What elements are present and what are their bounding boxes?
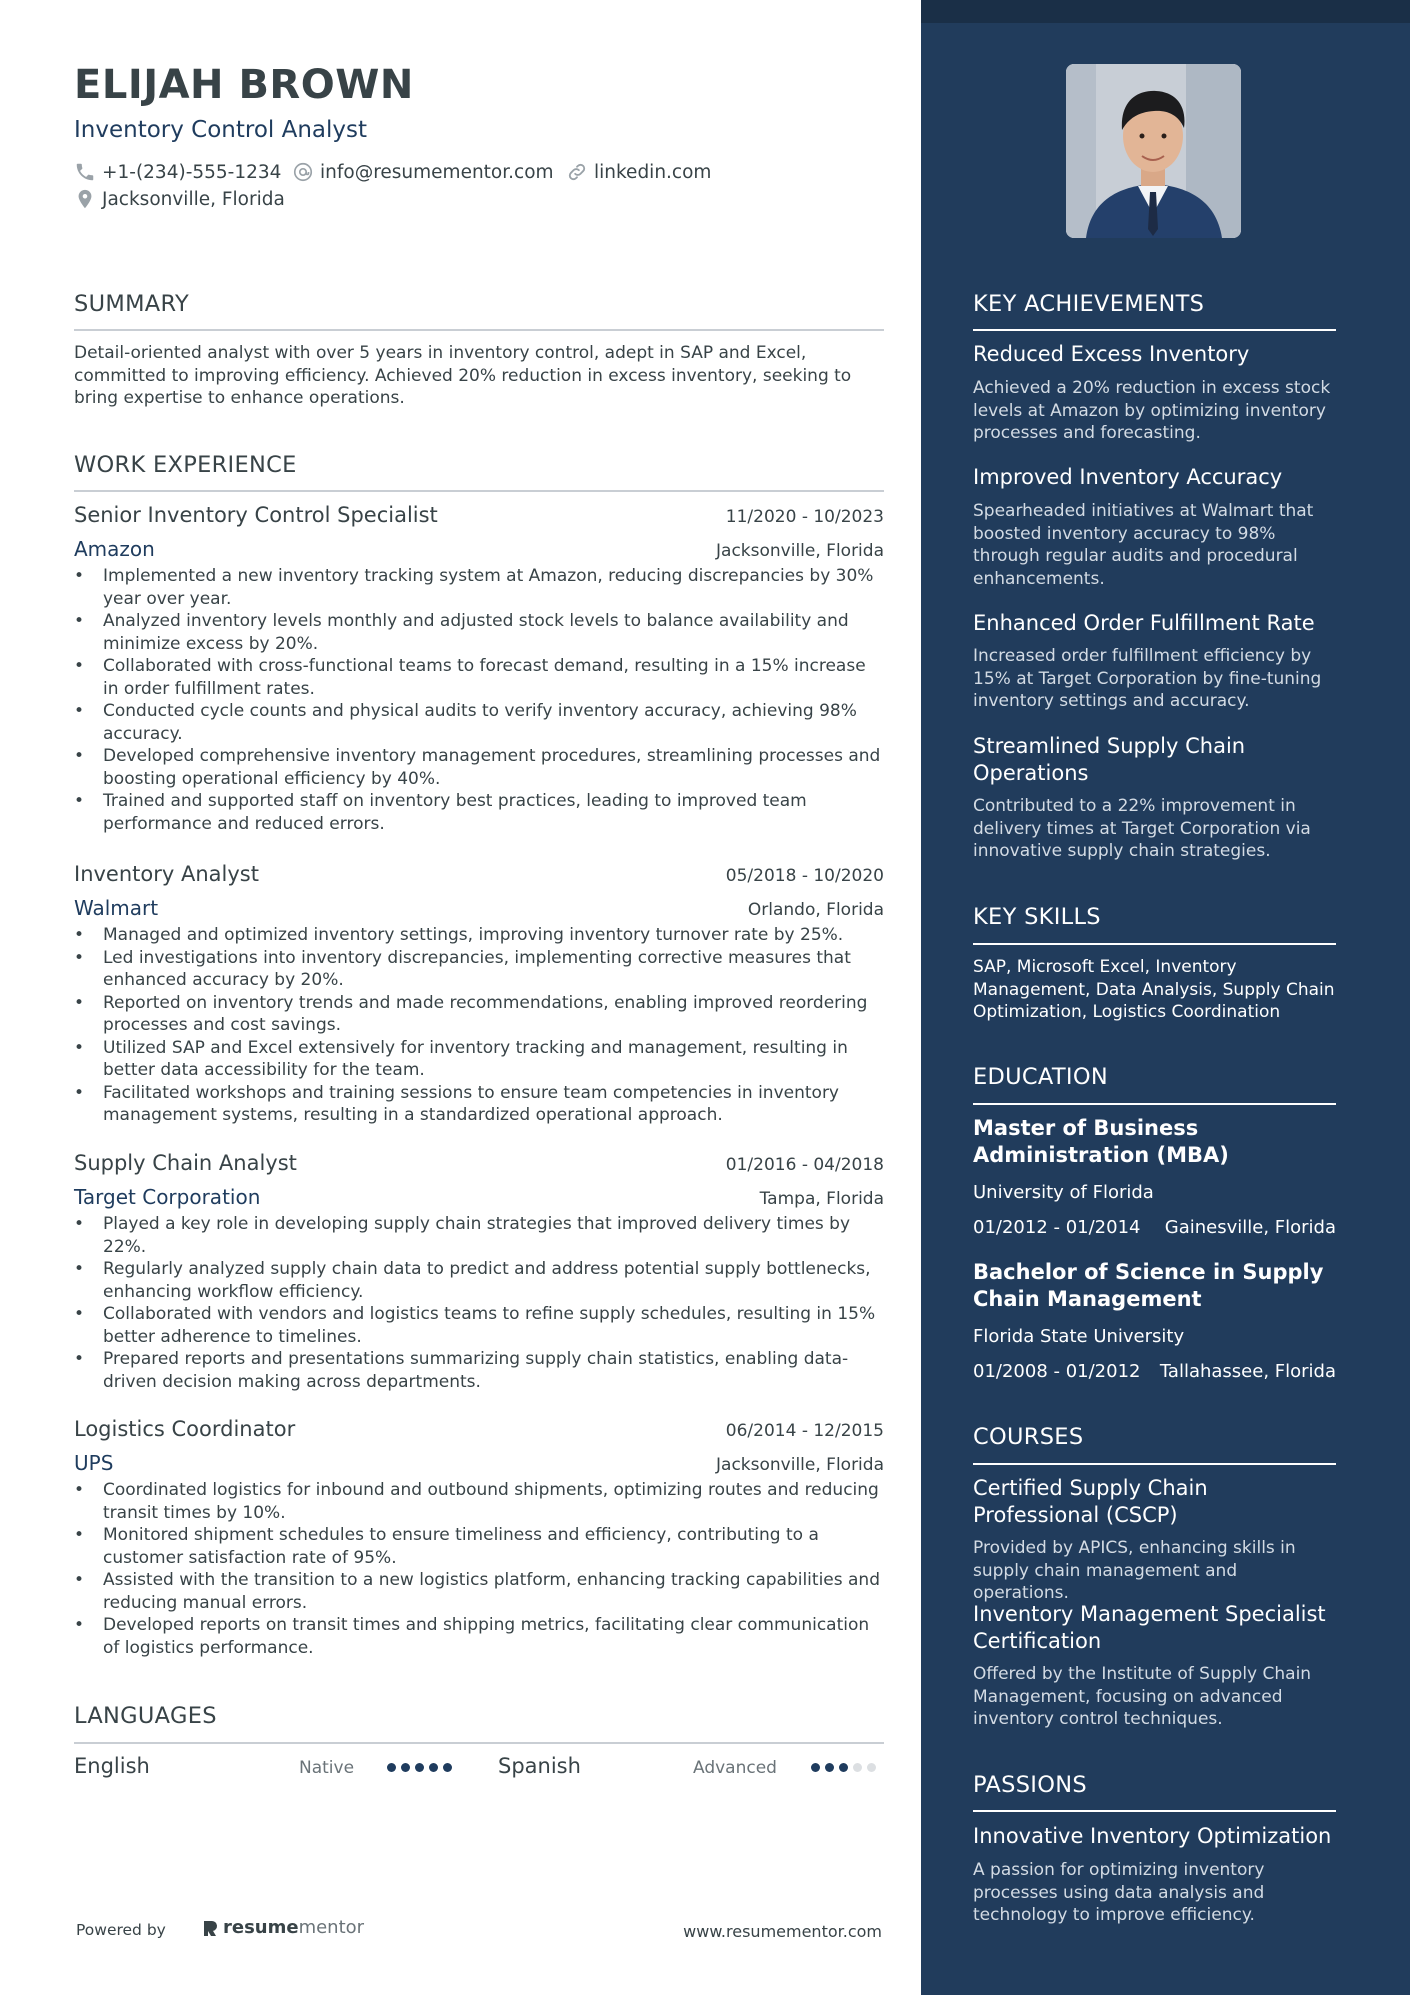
languages-heading: LANGUAGES xyxy=(74,1703,217,1729)
course-text: Offered by the Institute of Supply Chain Management, focusing on advanced inventory control techniques. xyxy=(973,1664,1312,1729)
education-dates: 01/2012 - 01/2014 xyxy=(973,1217,1141,1238)
link-icon xyxy=(566,161,588,183)
contact-email[interactable] xyxy=(292,161,554,183)
profile-photo-image xyxy=(1066,64,1241,238)
contact-location xyxy=(74,188,285,210)
rating-dot-filled xyxy=(429,1763,438,1772)
achievement-text: Increased order fulfillment efficiency by 15% at Target Corporation by fine-tuning inventory settings and accuracy. xyxy=(973,646,1322,711)
skills-heading: KEY SKILLS xyxy=(973,904,1101,930)
passions-heading: PASSIONS xyxy=(973,1772,1087,1798)
rating-dot-filled xyxy=(443,1763,452,1772)
job-dates: 01/2016 - 04/2018 xyxy=(725,1155,884,1175)
achievements-heading: KEY ACHIEVEMENTS xyxy=(973,291,1205,317)
bullet-item: • Coordinated logistics for inbound and outbound shipments, optimizing routes and reducing transit times by 10%. xyxy=(74,1479,884,1524)
job-bullets xyxy=(74,924,884,1127)
contact-phone[interactable] xyxy=(74,161,281,183)
bullet-item: • Played a key role in developing supply chain strategies that improved delivery times by 22%. xyxy=(74,1213,884,1258)
email-text: info@resumementor.com xyxy=(320,161,554,183)
contact-linkedin[interactable] xyxy=(566,161,711,183)
achievement-title: Streamlined Supply Chain Operations xyxy=(973,734,1246,785)
rating-dot-filled xyxy=(811,1763,820,1772)
powered-by-label: Powered by xyxy=(76,1921,166,1939)
bullet-item: • Trained and supported staff on inventory best practices, leading to improved team performance and reduced errors. xyxy=(74,790,884,835)
job-dates: 11/2020 - 10/2023 xyxy=(725,507,884,527)
job-entry xyxy=(74,1417,884,1659)
bullet-item: • Conducted cycle counts and physical audits to verify inventory accuracy, achieving 98% accuracy. xyxy=(74,700,884,745)
bullet-item: • Analyzed inventory levels monthly and adjusted stock levels to balance availability and minimize excess by 20%. xyxy=(74,610,884,655)
phone-text: +1-(234)-555-1234 xyxy=(102,161,282,183)
rating-dot-filled xyxy=(387,1763,396,1772)
job-bullets xyxy=(74,565,884,835)
education-heading: EDUCATION xyxy=(973,1064,1108,1090)
bullet-item: • Prepared reports and presentations summarizing supply chain statistics, enabling data-driven decision making across departments. xyxy=(74,1348,884,1393)
brand-light: mentor xyxy=(298,1917,365,1938)
job-entry xyxy=(74,862,884,1127)
passions-divider xyxy=(973,1810,1336,1812)
location-text: Jacksonville, Florida xyxy=(102,188,285,210)
education-meta-line xyxy=(973,1361,1336,1382)
passion-text: A passion for optimizing inventory processes using data analysis and technology to improve efficiency. xyxy=(973,1860,1265,1925)
language-name: Spanish xyxy=(498,1754,581,1778)
job-company: Amazon xyxy=(74,537,155,561)
job-location: Jacksonville, Florida xyxy=(716,1455,884,1475)
job-location: Tampa, Florida xyxy=(759,1189,884,1209)
job-dates: 06/2014 - 12/2015 xyxy=(725,1421,884,1441)
job-location: Jacksonville, Florida xyxy=(716,541,884,561)
achievement-text: Contributed to a 22% improvement in delivery times at Target Corporation via innovative supply chain strategies. xyxy=(973,796,1311,861)
resumementor-logo-icon xyxy=(200,1918,220,1938)
footer xyxy=(76,1917,882,1947)
course-title: Certified Supply Chain Professional (CSCP) xyxy=(973,1476,1208,1527)
language-name: English xyxy=(74,1754,150,1778)
education-school-line xyxy=(973,1182,1336,1203)
bullet-item: • Implemented a new inventory tracking system at Amazon, reducing discrepancies by 30% year over year. xyxy=(74,565,884,610)
language-rating xyxy=(811,1763,881,1772)
languages-divider xyxy=(74,1742,884,1744)
education-degree: Bachelor of Science in Supply Chain Management xyxy=(973,1260,1324,1311)
education-degree: Master of Business Administration (MBA) xyxy=(973,1116,1229,1167)
education-school-line xyxy=(973,1326,1336,1347)
bullet-item: • Developed comprehensive inventory management procedures, streamlining processes and boosting operational efficiency by 40%. xyxy=(74,745,884,790)
rating-dot-filled xyxy=(401,1763,410,1772)
brand-bold: resume xyxy=(223,1917,299,1938)
achievement-title: Reduced Excess Inventory xyxy=(973,342,1250,366)
job-dates: 05/2018 - 10/2020 xyxy=(725,866,884,886)
bullet-item: • Managed and optimized inventory settings, improving inventory turnover rate by 25%. xyxy=(74,924,884,947)
education-school: University of Florida xyxy=(973,1182,1154,1203)
bullet-item: • Assisted with the transition to a new logistics platform, enhancing tracking capabilities and reducing manual errors. xyxy=(74,1569,884,1614)
education-divider xyxy=(973,1103,1336,1105)
summary-text: Detail-oriented analyst with over 5 years in inventory control, adept in SAP and Excel, committed to improving efficiency. Achieved 20% reduction in excess inventory, seeking to bring expertise to enhance operations. xyxy=(74,343,852,408)
summary-divider xyxy=(74,329,884,331)
rating-dot-empty xyxy=(867,1763,876,1772)
sidebar xyxy=(921,0,1410,1995)
achievement-title: Improved Inventory Accuracy xyxy=(973,465,1283,489)
job-company: Target Corporation xyxy=(74,1185,261,1209)
job-entry xyxy=(74,1151,884,1393)
language-level: Advanced xyxy=(693,1758,777,1778)
education-school: Florida State University xyxy=(973,1326,1185,1347)
language-rating xyxy=(387,1763,457,1772)
passion-title: Innovative Inventory Optimization xyxy=(973,1824,1332,1848)
course-text: Provided by APICS, enhancing skills in supply chain management and operations. xyxy=(973,1538,1296,1603)
at-icon xyxy=(292,161,314,183)
education-location: Tallahassee, Florida xyxy=(1159,1361,1336,1382)
bullet-item: • Reported on inventory trends and made recommendations, enabling improved reordering processes and cost savings. xyxy=(74,992,884,1037)
profile-photo xyxy=(1066,64,1241,238)
bullet-item: • Utilized SAP and Excel extensively for inventory tracking and management, resulting in better data accessibility for the team. xyxy=(74,1037,884,1082)
job-bullets xyxy=(74,1479,884,1659)
job-title: Logistics Coordinator xyxy=(74,1417,296,1441)
experience-heading: WORK EXPERIENCE xyxy=(74,452,297,478)
rating-dot-filled xyxy=(825,1763,834,1772)
bullet-item: • Collaborated with cross-functional teams to forecast demand, resulting in a 15% increase in order fulfillment rates. xyxy=(74,655,884,700)
job-entry xyxy=(74,503,884,835)
job-company: Walmart xyxy=(74,896,159,920)
rating-dot-filled xyxy=(415,1763,424,1772)
summary-heading: SUMMARY xyxy=(74,291,190,317)
linkedin-text: linkedin.com xyxy=(594,161,712,183)
rating-dot-empty xyxy=(853,1763,862,1772)
sidebar-top-band xyxy=(921,0,1410,23)
resumementor-logo[interactable] xyxy=(200,1917,364,1938)
bullet-item: • Led investigations into inventory discrepancies, implementing corrective measures that enhanced accuracy by 20%. xyxy=(74,947,884,992)
courses-divider xyxy=(973,1463,1336,1465)
skills-text: SAP, Microsoft Excel, Inventory Management, Data Analysis, Supply Chain Optimization, Logistics Coordination xyxy=(973,957,1335,1022)
skills-divider xyxy=(973,943,1336,945)
job-location: Orlando, Florida xyxy=(747,900,884,920)
courses-heading: COURSES xyxy=(973,1424,1084,1450)
candidate-role: Inventory Control Analyst xyxy=(74,117,368,143)
bullet-item: • Developed reports on transit times and shipping metrics, facilitating clear communication of logistics performance. xyxy=(74,1614,884,1659)
experience-divider xyxy=(74,490,884,492)
education-dates: 01/2008 - 01/2012 xyxy=(973,1361,1141,1382)
website-link[interactable]: www.resumementor.com xyxy=(683,1922,882,1941)
job-company: UPS xyxy=(74,1451,114,1475)
job-title: Supply Chain Analyst xyxy=(74,1151,297,1175)
language-level: Native xyxy=(299,1758,355,1778)
achievement-text: Achieved a 20% reduction in excess stock levels at Amazon by optimizing inventory processes and forecasting. xyxy=(973,378,1331,443)
achievement-title: Enhanced Order Fulfillment Rate xyxy=(973,611,1315,635)
rating-dot-filled xyxy=(839,1763,848,1772)
location-pin-icon xyxy=(74,188,96,210)
achievement-text: Spearheaded initiatives at Walmart that boosted inventory accuracy to 98% through regular audits and procedural enhancements. xyxy=(973,501,1314,589)
bullet-item: • Collaborated with vendors and logistics teams to refine supply schedules, resulting in 15% better adherence to timelines. xyxy=(74,1303,884,1348)
job-title: Inventory Analyst xyxy=(74,862,259,886)
languages-list xyxy=(74,1754,884,1784)
job-bullets xyxy=(74,1213,884,1393)
achievements-divider xyxy=(973,329,1336,331)
education-meta-line xyxy=(973,1217,1336,1238)
bullet-item: • Monitored shipment schedules to ensure timeliness and efficiency, contributing to a customer satisfaction rate of 95%. xyxy=(74,1524,884,1569)
bullet-item: • Regularly analyzed supply chain data to predict and address potential supply bottlenecks, enhancing workflow efficiency. xyxy=(74,1258,884,1303)
course-title: Inventory Management Specialist Certification xyxy=(973,1602,1326,1653)
bullet-item: • Facilitated workshops and training sessions to ensure team competencies in inventory management systems, resulting in a standardized operational approach. xyxy=(74,1082,884,1127)
job-title: Senior Inventory Control Specialist xyxy=(74,503,438,527)
education-location: Gainesville, Florida xyxy=(1164,1217,1336,1238)
candidate-name: ELIJAH BROWN xyxy=(74,62,414,108)
phone-icon xyxy=(74,161,96,183)
